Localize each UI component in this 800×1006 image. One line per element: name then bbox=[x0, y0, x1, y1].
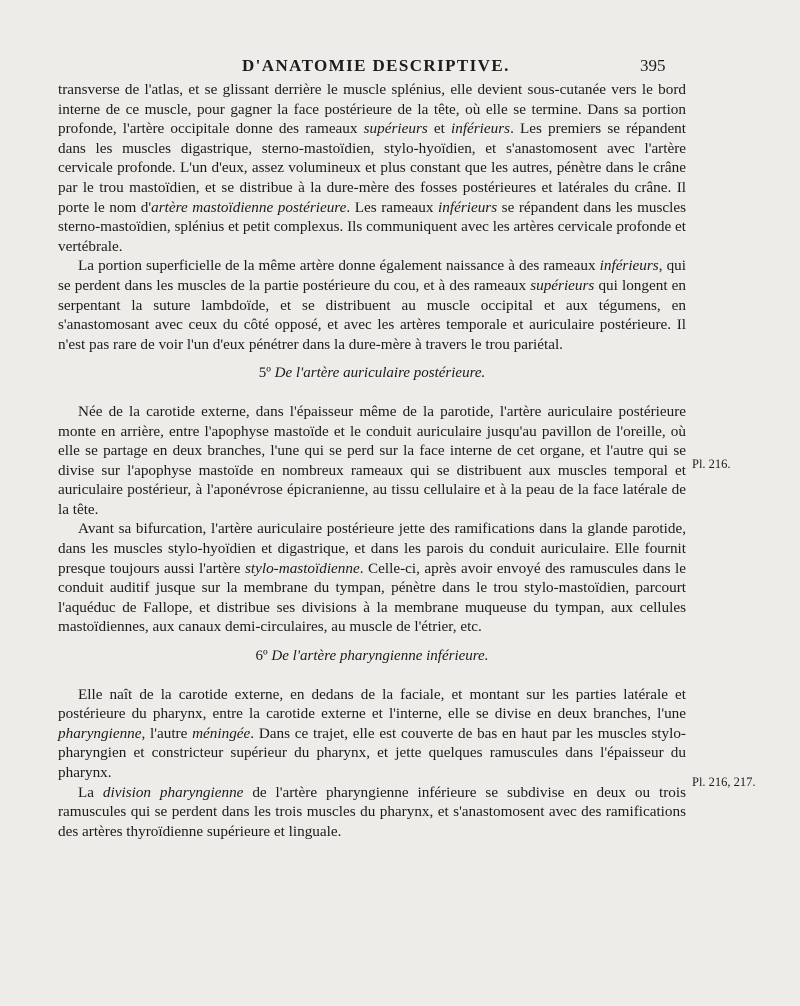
plate-reference-auriculaire: Pl. 216. bbox=[692, 457, 731, 471]
paragraph-auriculaire-branches bbox=[58, 519, 686, 637]
section-number: 5º bbox=[258, 365, 271, 382]
italic-term: méningée bbox=[192, 724, 251, 742]
text-run: , qui se perdent dans les muscles de la partie postérieure du cou, et à des rameaux bbox=[58, 257, 686, 294]
section-heading-auriculaire bbox=[58, 364, 686, 384]
text-run: La bbox=[78, 783, 103, 801]
text-run: . Les rameaux bbox=[346, 198, 439, 216]
text-run: . Celle-ci, après avoir envoyé des ramuscules dans le conduit auditif jusque sur la membrane du tympan, pénètre dans le trou stylo-mastoïdien, parcourt l'aquéduc de Fallope, et distribue ses divisions à la membrane muqueuse du tympan, aux cellules mastoïdiennes, aux canaux demi-circulaires, au muscle de l'étrier, etc. bbox=[58, 559, 686, 636]
italic-term: artère mastoïdienne postérieure bbox=[151, 198, 347, 216]
running-head-title: D'ANATOMIE DESCRIPTIVE. bbox=[242, 56, 510, 75]
italic-term: division pharyngienne bbox=[102, 783, 244, 801]
paragraph-occipital-superficial bbox=[58, 256, 686, 354]
italic-term: supérieurs bbox=[530, 276, 595, 294]
section-heading-pharyngienne bbox=[58, 647, 686, 667]
italic-term: stylo-mastoïdienne bbox=[244, 559, 360, 577]
text-run: , l'autre bbox=[141, 724, 193, 742]
text-run: se répandent dans les muscles sterno-mastoïdien, splénius et petit complexus. Ils communiquent avec les artères cervicale profonde et vertébrale. bbox=[58, 198, 687, 255]
body-text bbox=[58, 80, 686, 841]
plate-reference-pharyngienne: Pl. 216, 217. bbox=[692, 775, 756, 789]
section-title: De l'artère pharyngienne inférieure. bbox=[271, 648, 489, 665]
text-run: Avant sa bifurcation, l'artère auriculaire postérieure jette des ramifications dans la glande parotide, dans les muscles stylo-hyoïdien et digastrique, et dans les parois du conduit auriculaire. Elle fournit presque toujours aussi l'artère bbox=[58, 520, 686, 577]
italic-term: inférieurs bbox=[599, 257, 659, 275]
running-head bbox=[0, 56, 800, 80]
text-run: . Dans ce trajet, elle est couverte de bas en haut par les muscles stylo-pharyngien et constricteur supérieur du pharynx, et jette quelques ramuscules dans l'épaisseur du pharynx. bbox=[58, 724, 686, 781]
italic-term: inférieurs bbox=[438, 198, 498, 216]
text-run: . Les premiers se répandent dans les muscles digastrique, sterno-mastoïdien, stylo-hyoïdien, et s'anastomosent avec l'artère cervicale profonde. L'un d'eux, assez volumineux et plus constant que les autres, pénètre dans le crâne par le trou mastoïdien, et se distribue à la dure-mère des fosses postérieures et latérales du crâne. Il porte le nom d' bbox=[58, 120, 686, 216]
text-run: qui longent en serpentant la suture lambdoïde, et se distribuent au muscle occipital et aux tégumens, en s'anastomosant avec ceux du côté opposé, et avec les artères temporale et auriculaire postérieure. Il n'est pas rare de voir l'un d'eux pénétrer dans la dure-mère à travers le trou pariétal. bbox=[58, 276, 687, 353]
page-number: 395 bbox=[640, 56, 666, 75]
paragraph-pharyngienne-origin bbox=[58, 685, 686, 783]
text-run: transverse de l'atlas, et se glissant derrière le muscle splénius, elle devient sous-cutanée vers le bord interne de ce muscle, pour gagner la face postérieure de la tête, où elle se termine. Dans sa portion profonde, l'artère occipitale donne des rameaux bbox=[58, 81, 686, 138]
italic-term: pharyngienne bbox=[58, 724, 142, 742]
section-title: De l'artère auriculaire postérieure. bbox=[274, 365, 486, 382]
text-run: et bbox=[427, 120, 451, 138]
paragraph-occipital-deep bbox=[58, 80, 686, 256]
italic-term: inférieurs bbox=[451, 120, 511, 138]
text-run: La portion superficielle de la même artère donne également naissance à des rameaux bbox=[78, 257, 600, 275]
paragraph-pharyngienne-division bbox=[58, 783, 686, 842]
section-number: 6º bbox=[255, 648, 268, 665]
paragraph-auriculaire-origin: Née de la carotide externe, dans l'épaisseur même de la parotide, l'artère auriculaire postérieure monte en arrière, entre l'apophyse mastoïde et le conduit auriculaire jusqu'au pavillon de l'oreille, où elle se partage en deux branches, l'une qui se perd sur la face interne de cet organe, et l'autre qui se divise sur l'apophyse mastoïde en nombreux rameaux qui se distribuent aux muscles temporal et auriculaire postérieur, à l'aponévrose épicranienne, au tissu cellulaire et à la peau de la face latérale de la tête. bbox=[58, 402, 686, 518]
text-run: Elle naît de la carotide externe, en dedans de la faciale, et montant sur les parties latérale et postérieure du pharynx, entre la carotide externe et l'interne, elle se divise en deux branches, l'une bbox=[58, 685, 686, 723]
text-run: de l'artère pharyngienne inférieure se subdivise en deux ou trois ramuscules qui se perdent dans les trois muscles du pharynx, et s'anastomosent avec des ramifications des artères thyroïdienne supérieure et linguale. bbox=[58, 783, 686, 840]
italic-term: supérieurs bbox=[363, 120, 428, 138]
